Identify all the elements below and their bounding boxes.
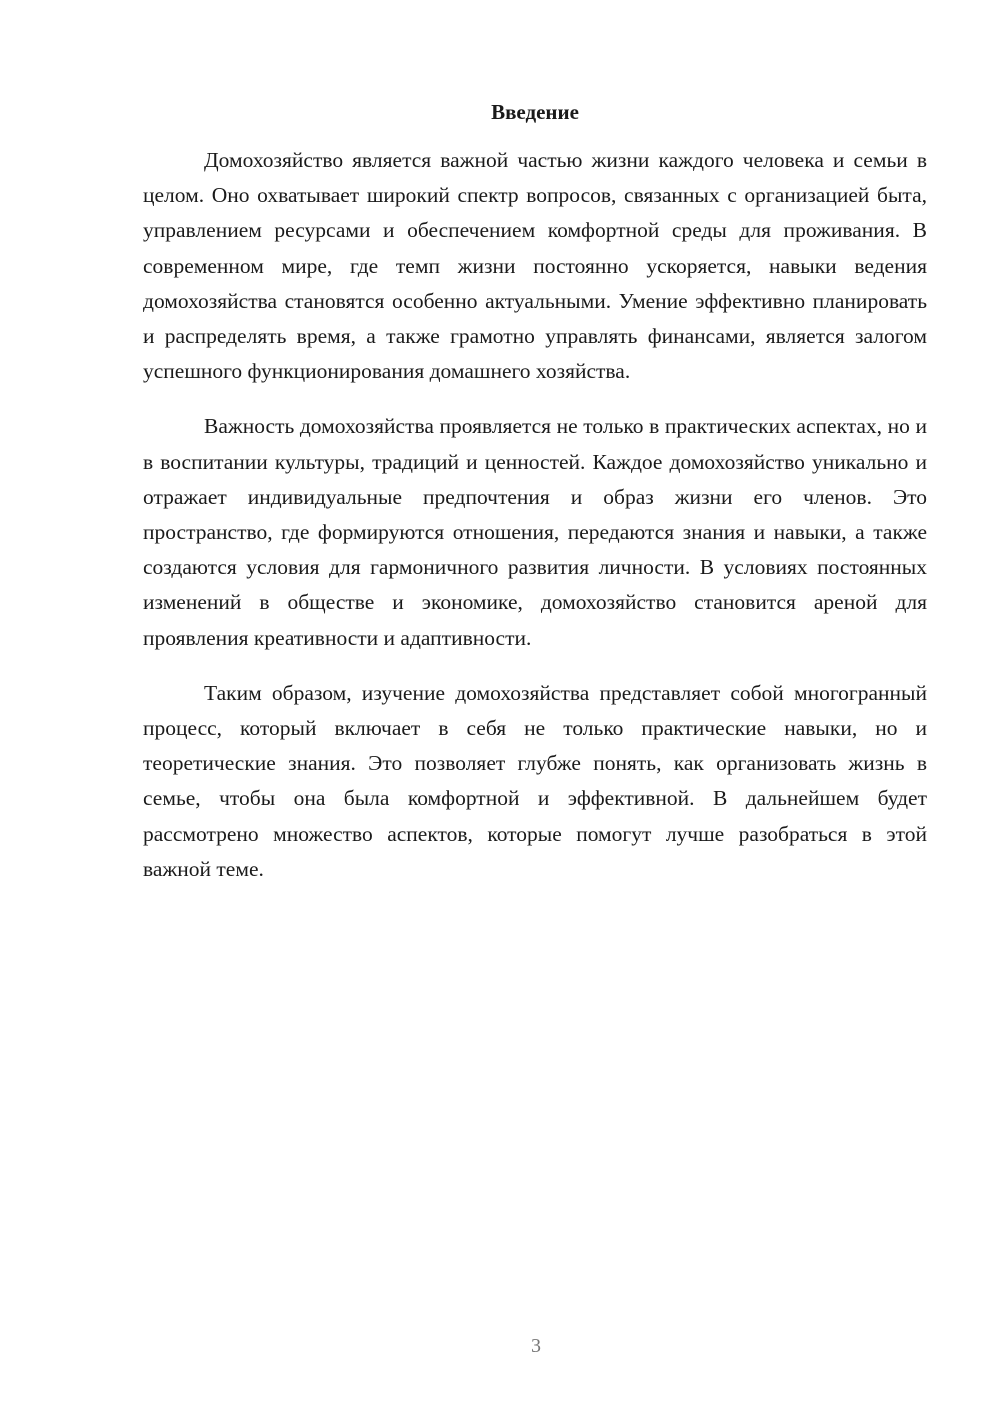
paragraph-2: Важность домохозяйства проявляется не только в практических аспектах, но и в воспитании культуры, традиций и ценностей. Каждое домохозяйство уникально и отражает индивидуальные предпочтения и образ жизни его членов. Это пространство, где формируются отношения, передаются знания и навыки, а также создаются условия для гармоничного развития личности. В условиях постоянных изменений в обществе и экономике, домохозяйство становится ареной для проявления креативности и адаптивности. (143, 414, 927, 650)
page-title: Введение (491, 100, 579, 124)
paragraph-3: Таким образом, изучение домохозяйства представляет собой многогранный процесс, который включает в себя не только практические навыки, но и теоретические знания. Это позволяет глубже понять, как организовать жизнь в семье, чтобы она была комфортной и эффективной. В дальнейшем будет рассмотрено множество аспектов, которые помогут лучше разобраться в этой важной теме. (143, 680, 927, 881)
paragraph-1: Домохозяйство является важной частью жизни каждого человека и семьи в целом. Оно охватывает широкий спектр вопросов, связанных с организацией быта, управлением ресурсами и обеспечением комфортной среды для проживания. В современном мире, где темп жизни постоянно ускоряется, навыки ведения домохозяйства становятся особенно актуальными. Умение эффективно планировать и распределять время, а также грамотно управлять финансами, является залогом успешного функционирования домашнего хозяйства. (143, 148, 927, 384)
document-body (143, 143, 927, 907)
page-number: 3 (531, 1335, 541, 1357)
